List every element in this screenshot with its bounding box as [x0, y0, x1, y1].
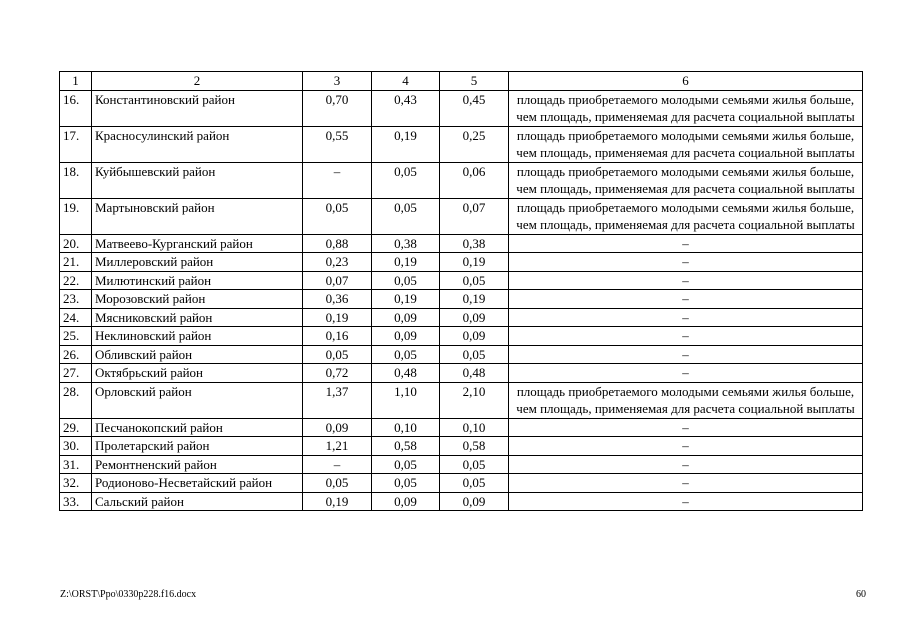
row-number: 21. [60, 253, 92, 272]
value-col-4: 0,09 [372, 308, 440, 327]
note-col-6: – [509, 290, 863, 309]
value-col-5: 0,19 [440, 253, 509, 272]
note-col-6: площадь приобретаемого молодыми семьями жилья больше, чем площадь, применяемая для расчета социальной выплаты [509, 162, 863, 198]
value-col-3: 0,19 [303, 492, 372, 511]
row-number: 19. [60, 198, 92, 234]
district-name: Мясниковский район [92, 308, 303, 327]
district-name: Родионово-Несветайский район [92, 474, 303, 493]
header-cell: 2 [92, 72, 303, 91]
table-row [60, 364, 863, 383]
district-name: Обливский район [92, 345, 303, 364]
value-col-4: 0,05 [372, 474, 440, 493]
table-row [60, 308, 863, 327]
footer-page-number: 60 [856, 589, 866, 600]
value-col-5: 2,10 [440, 382, 509, 418]
note-col-6: площадь приобретаемого молодыми семьями жилья больше, чем площадь, применяемая для расчета социальной выплаты [509, 382, 863, 418]
row-number: 31. [60, 455, 92, 474]
value-col-4: 0,05 [372, 271, 440, 290]
table-row [60, 492, 863, 511]
header-cell: 6 [509, 72, 863, 91]
district-name: Матвеево-Курганский район [92, 234, 303, 253]
row-number: 17. [60, 126, 92, 162]
value-col-3: 0,70 [303, 90, 372, 126]
note-col-6: – [509, 437, 863, 456]
value-col-4: 0,19 [372, 290, 440, 309]
value-col-4: 0,05 [372, 345, 440, 364]
value-col-4: 0,48 [372, 364, 440, 383]
header-cell: 1 [60, 72, 92, 91]
header-cell: 4 [372, 72, 440, 91]
value-col-5: 0,05 [440, 345, 509, 364]
value-col-3: 0,07 [303, 271, 372, 290]
value-col-3: 0,05 [303, 345, 372, 364]
value-col-3: 0,23 [303, 253, 372, 272]
district-name: Куйбышевский район [92, 162, 303, 198]
district-name: Ремонтненский район [92, 455, 303, 474]
value-col-5: 0,25 [440, 126, 509, 162]
header-cell: 3 [303, 72, 372, 91]
note-col-6: – [509, 492, 863, 511]
table-row [60, 327, 863, 346]
value-col-4: 0,09 [372, 327, 440, 346]
table-row [60, 345, 863, 364]
value-col-5: 0,09 [440, 492, 509, 511]
row-number: 22. [60, 271, 92, 290]
value-col-5: 0,09 [440, 308, 509, 327]
value-col-4: 0,19 [372, 126, 440, 162]
value-col-5: 0,06 [440, 162, 509, 198]
row-number: 23. [60, 290, 92, 309]
note-col-6: – [509, 418, 863, 437]
district-name: Октябрьский район [92, 364, 303, 383]
value-col-5: 0,10 [440, 418, 509, 437]
district-name: Миллеровский район [92, 253, 303, 272]
district-name: Красносулинский район [92, 126, 303, 162]
note-col-6: площадь приобретаемого молодыми семьями жилья больше, чем площадь, применяемая для расчета социальной выплаты [509, 198, 863, 234]
note-col-6: – [509, 474, 863, 493]
district-name: Пролетарский район [92, 437, 303, 456]
value-col-3: 0,55 [303, 126, 372, 162]
note-col-6: – [509, 308, 863, 327]
row-number: 18. [60, 162, 92, 198]
value-col-3: 0,05 [303, 474, 372, 493]
district-name: Песчанокопский район [92, 418, 303, 437]
table-row [60, 418, 863, 437]
note-col-6: площадь приобретаемого молодыми семьями жилья больше, чем площадь, применяемая для расчета социальной выплаты [509, 90, 863, 126]
table-row [60, 271, 863, 290]
row-number: 29. [60, 418, 92, 437]
value-col-5: 0,05 [440, 271, 509, 290]
table-row [60, 290, 863, 309]
district-name: Орловский район [92, 382, 303, 418]
row-number: 32. [60, 474, 92, 493]
value-col-5: 0,07 [440, 198, 509, 234]
value-col-5: 0,38 [440, 234, 509, 253]
table-row [60, 437, 863, 456]
district-name: Морозовский район [92, 290, 303, 309]
note-col-6: – [509, 234, 863, 253]
table-row [60, 455, 863, 474]
value-col-4: 0,05 [372, 198, 440, 234]
table-row [60, 198, 863, 234]
table-row [60, 90, 863, 126]
value-col-3: 0,36 [303, 290, 372, 309]
district-name: Константиновский район [92, 90, 303, 126]
value-col-4: 0,58 [372, 437, 440, 456]
value-col-3: 0,16 [303, 327, 372, 346]
note-col-6: – [509, 345, 863, 364]
row-number: 30. [60, 437, 92, 456]
value-col-5: 0,05 [440, 474, 509, 493]
header-cell: 5 [440, 72, 509, 91]
value-col-3: 0,05 [303, 198, 372, 234]
note-col-6: площадь приобретаемого молодыми семьями жилья больше, чем площадь, применяемая для расчета социальной выплаты [509, 126, 863, 162]
district-name: Неклиновский район [92, 327, 303, 346]
value-col-3: – [303, 162, 372, 198]
row-number: 20. [60, 234, 92, 253]
value-col-3: 1,21 [303, 437, 372, 456]
district-name: Мартыновский район [92, 198, 303, 234]
value-col-3: – [303, 455, 372, 474]
value-col-4: 0,10 [372, 418, 440, 437]
row-number: 28. [60, 382, 92, 418]
note-col-6: – [509, 271, 863, 290]
value-col-4: 1,10 [372, 382, 440, 418]
table-row [60, 474, 863, 493]
note-col-6: – [509, 253, 863, 272]
note-col-6: – [509, 455, 863, 474]
table-header-row [60, 72, 863, 91]
value-col-3: 0,72 [303, 364, 372, 383]
value-col-3: 1,37 [303, 382, 372, 418]
table-row [60, 126, 863, 162]
value-col-4: 0,05 [372, 162, 440, 198]
value-col-5: 0,19 [440, 290, 509, 309]
note-col-6: – [509, 327, 863, 346]
table-row [60, 253, 863, 272]
row-number: 26. [60, 345, 92, 364]
table-row [60, 234, 863, 253]
value-col-4: 0,19 [372, 253, 440, 272]
value-col-3: 0,09 [303, 418, 372, 437]
value-col-5: 0,05 [440, 455, 509, 474]
table-row [60, 162, 863, 198]
value-col-4: 0,05 [372, 455, 440, 474]
note-col-6: – [509, 364, 863, 383]
value-col-5: 0,48 [440, 364, 509, 383]
value-col-5: 0,45 [440, 90, 509, 126]
district-name: Милютинский район [92, 271, 303, 290]
value-col-4: 0,38 [372, 234, 440, 253]
value-col-3: 0,19 [303, 308, 372, 327]
table-row [60, 382, 863, 418]
value-col-4: 0,09 [372, 492, 440, 511]
row-number: 25. [60, 327, 92, 346]
value-col-5: 0,09 [440, 327, 509, 346]
row-number: 24. [60, 308, 92, 327]
footer-file-path: Z:\ORST\Ppo\0330p228.f16.docx [60, 589, 197, 600]
row-number: 16. [60, 90, 92, 126]
row-number: 27. [60, 364, 92, 383]
row-number: 33. [60, 492, 92, 511]
value-col-4: 0,43 [372, 90, 440, 126]
district-name: Сальский район [92, 492, 303, 511]
value-col-3: 0,88 [303, 234, 372, 253]
value-col-5: 0,58 [440, 437, 509, 456]
data-table [59, 71, 863, 511]
